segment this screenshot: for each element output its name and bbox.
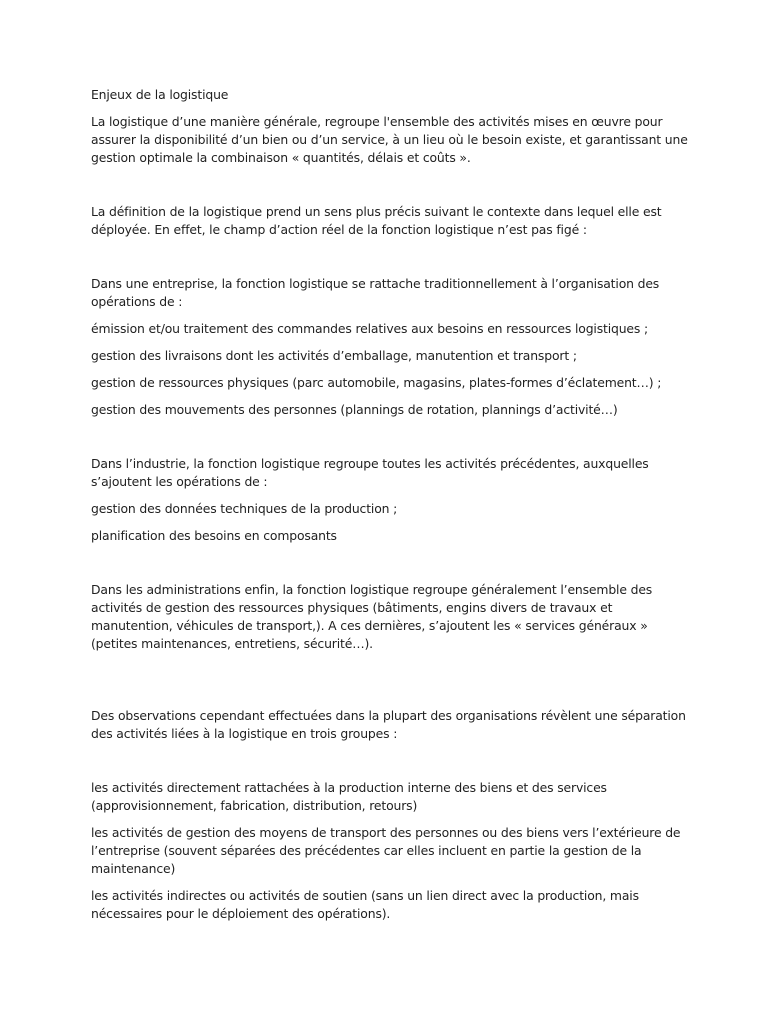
paragraph-definition: La logistique d’une manière générale, regroupe l'ensemble des activités mises en œuvre pour assurer la disponibilité d’un bien ou d’un service, à un lieu où le besoin existe, et garantissant une gestion optimale la combinaison « quantités, délais et coûts ». [91, 114, 688, 165]
paragraph-entreprise: Dans une entreprise, la fonction logistique se rattache traditionnellement à l’organisation des opérations de : [91, 276, 660, 309]
paragraph-observations: Des observations cependant effectuées dans la plupart des organisations révèlent une séparation des activités liées à la logistique en trois groupes : [91, 708, 686, 741]
list-item: planification des besoins en composants [91, 528, 337, 543]
paragraph-context: La définition de la logistique prend un sens plus précis suivant le contexte dans lequel elle est déployée. En effet, le champ d’action réel de la fonction logistique n’est pas figé : [91, 204, 662, 237]
paragraph-industrie: Dans l’industrie, la fonction logistique regroupe toutes les activités précédentes, auxquelles s’ajoutent les opérations de : [91, 456, 649, 489]
list-item: gestion des livraisons dont les activités d’emballage, manutention et transport ; [91, 348, 577, 363]
document-body [91, 86, 691, 923]
list-item: gestion des mouvements des personnes (plannings de rotation, plannings d’activité…) [91, 402, 618, 417]
list-item: gestion des données techniques de la production ; [91, 501, 398, 516]
list-item: gestion de ressources physiques (parc automobile, magasins, plates-formes d’éclatement…) ; [91, 375, 662, 390]
document-title: Enjeux de la logistique [91, 87, 229, 102]
list-item: les activités directement rattachées à la production interne des biens et des services (approvisionnement, fabrication, distribution, retours) [91, 780, 607, 813]
list-item: les activités indirectes ou activités de soutien (sans un lien direct avec la production, mais nécessaires pour le déploiement des opérations). [91, 888, 639, 921]
paragraph-administrations: Dans les administrations enfin, la fonction logistique regroupe généralement l’ensemble des activités de gestion des ressources physiques (bâtiments, engins divers de travaux et manutention, véhicules de transport,). A ces dernières, s’ajoutent les « services généraux » (petites maintenances, entretiens, sécurité…). [91, 582, 653, 651]
list-item: les activités de gestion des moyens de transport des personnes ou des biens vers l’extérieure de l’entreprise (souvent séparées des précédentes car elles incluent en partie la gestion de la maintenance) [91, 825, 681, 876]
list-item: émission et/ou traitement des commandes relatives aux besoins en ressources logistiques ; [91, 321, 649, 336]
